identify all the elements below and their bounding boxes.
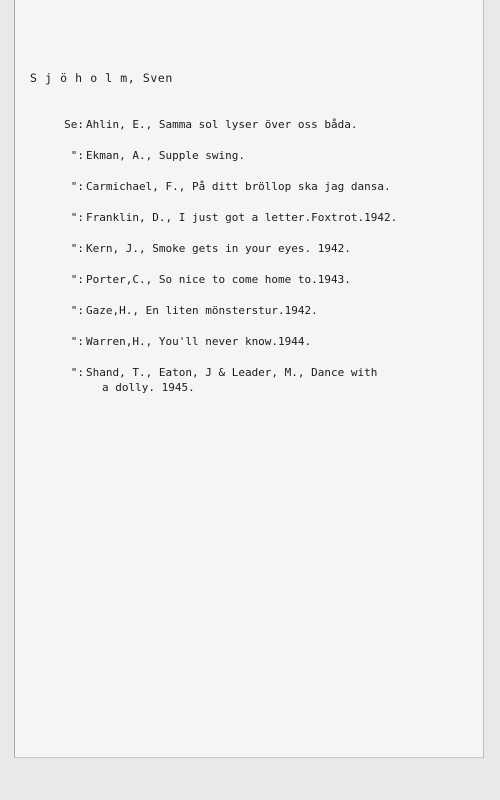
entry-prefix: ": bbox=[70, 180, 84, 193]
entry-prefix: ": bbox=[70, 366, 84, 379]
entry-prefix: ": bbox=[70, 273, 84, 286]
entry-prefix: ": bbox=[70, 149, 84, 162]
list-item bbox=[50, 210, 490, 225]
entry-text: Gaze,H., En liten mönsterstur.1942. bbox=[86, 304, 318, 317]
entry-text: Shand, T., Eaton, J & Leader, M., Dance with bbox=[86, 366, 378, 379]
entry-text: Ahlin, E., Samma sol lyser över oss båda. bbox=[86, 118, 358, 131]
list-item bbox=[50, 334, 490, 349]
card-heading: S j ö h o l m, Sven bbox=[30, 71, 173, 85]
list-item bbox=[50, 179, 490, 194]
list-item bbox=[50, 117, 490, 132]
entry-text: Carmichael, F., På ditt bröllop ska jag dansa. bbox=[86, 180, 391, 193]
entry-text: Kern, J., Smoke gets in your eyes. 1942. bbox=[86, 242, 351, 255]
list-item bbox=[50, 365, 490, 395]
list-item bbox=[50, 148, 490, 163]
entry-prefix: ": bbox=[70, 242, 84, 255]
entry-prefix: ": bbox=[70, 335, 84, 348]
entry-text: Franklin, D., I just got a letter.Foxtrot.1942. bbox=[86, 211, 398, 224]
entry-prefix: ": bbox=[70, 211, 84, 224]
entry-continuation: a dolly. 1945. bbox=[102, 381, 195, 394]
entry-text: Warren,H., You'll never know.1944. bbox=[86, 335, 312, 348]
list-item bbox=[50, 241, 490, 256]
entry-list bbox=[50, 117, 490, 411]
entry-prefix: Se: bbox=[64, 118, 84, 131]
entry-prefix: ": bbox=[70, 304, 84, 317]
entry-text: Porter,C., So nice to come home to.1943. bbox=[86, 273, 351, 286]
list-item bbox=[50, 303, 490, 318]
list-item bbox=[50, 272, 490, 287]
entry-text: Ekman, A., Supple swing. bbox=[86, 149, 245, 162]
